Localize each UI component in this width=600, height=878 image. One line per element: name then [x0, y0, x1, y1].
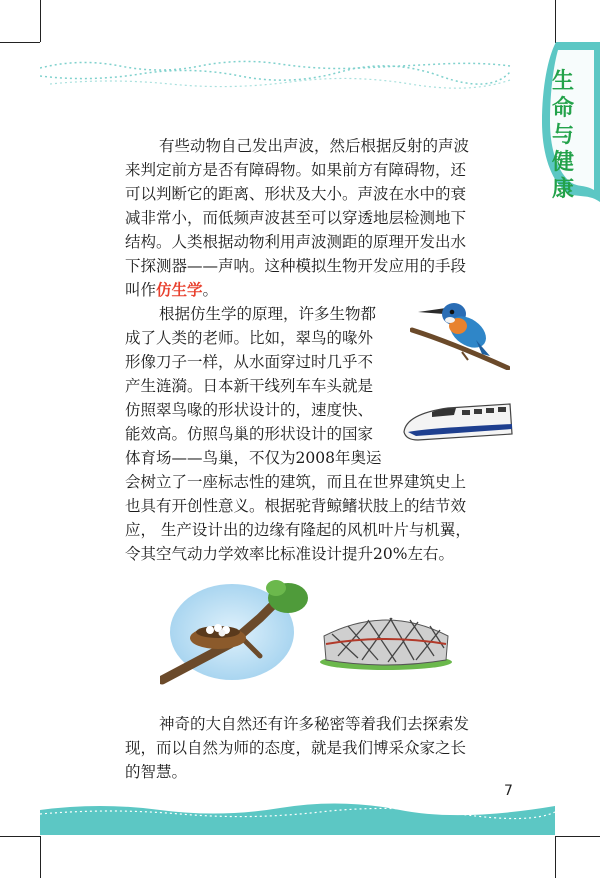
- text-line: 根据仿生学的原理，许多生物都: [159, 305, 377, 323]
- text-line: 会树立了一座标志性的建筑，而且在世界建筑史上: [125, 473, 467, 491]
- text-line: 产生涟漪。日本新干线列车车头就是: [125, 377, 374, 395]
- text-line: 能效高。仿照鸟巢的形状设计的国家: [125, 425, 374, 443]
- text-line: 成了人类的老师。比如，翠鸟的喙外: [125, 329, 374, 347]
- text-line: 的智慧。: [125, 763, 188, 781]
- text-line: 有些动物自己发出声波，然后根据反射的声波: [159, 137, 470, 155]
- text-line: 现，而以自然为师的态度，就是我们博采众家之长: [125, 739, 467, 757]
- top-wave-decoration: [40, 50, 560, 90]
- page-number: 7: [504, 783, 513, 799]
- text-line: 仿照翠鸟喙的形状设计的，速度快、: [125, 401, 374, 419]
- text-fragment: 叫作: [125, 281, 157, 299]
- crop-mark: [40, 836, 41, 878]
- crop-mark: [555, 0, 556, 42]
- crop-mark: [555, 836, 556, 878]
- text-line: 减非常小，而低频声波甚至可以穿透地层检测地下: [125, 209, 467, 227]
- text-line: 形像刀子一样，从水面穿过时几乎不: [125, 353, 374, 371]
- paragraph-1: [125, 134, 505, 302]
- kingfisher-illustration: [410, 290, 510, 370]
- text-line: 可以判断它的距离、形状及大小。声波在水中的衰: [125, 185, 467, 203]
- stadium-illustration: [318, 600, 454, 672]
- bird-nest-illustration: [160, 570, 310, 690]
- text-line: 结构。人类根据动物利用声波测距的原理开发出水: [125, 233, 467, 251]
- text-line: 令其空气动力学效率比标准设计提升20%左右。: [125, 545, 454, 563]
- highlight-term: 仿生学: [156, 280, 203, 299]
- text-fragment: 。: [202, 281, 219, 299]
- text-line: 来判定前方是否有障碍物。如果前方有障碍物，还: [125, 161, 467, 179]
- text-line: 体育场——鸟巢，不仅为2008年奥运: [125, 449, 382, 467]
- crop-mark: [555, 836, 600, 837]
- crop-mark: [0, 42, 40, 43]
- text-line: 应， 生产设计出的边缘有隆起的风机叶片与机翼，: [125, 521, 471, 539]
- text-line: 神奇的大自然还有许多秘密等着我们去探索发: [159, 715, 470, 733]
- paragraph-3: [125, 712, 505, 784]
- bottom-wave-band: [40, 800, 555, 835]
- side-tab-label: 生命与健康: [551, 69, 574, 202]
- text-line: 下探测器——声呐。这种模拟生物开发应用的手段: [125, 257, 467, 275]
- crop-mark: [0, 836, 40, 837]
- crop-mark: [40, 0, 41, 42]
- text-line: 也具有开创性意义。根据驼背鲸鳍状肢上的结节效: [125, 497, 467, 515]
- bullet-train-illustration: [398, 398, 516, 448]
